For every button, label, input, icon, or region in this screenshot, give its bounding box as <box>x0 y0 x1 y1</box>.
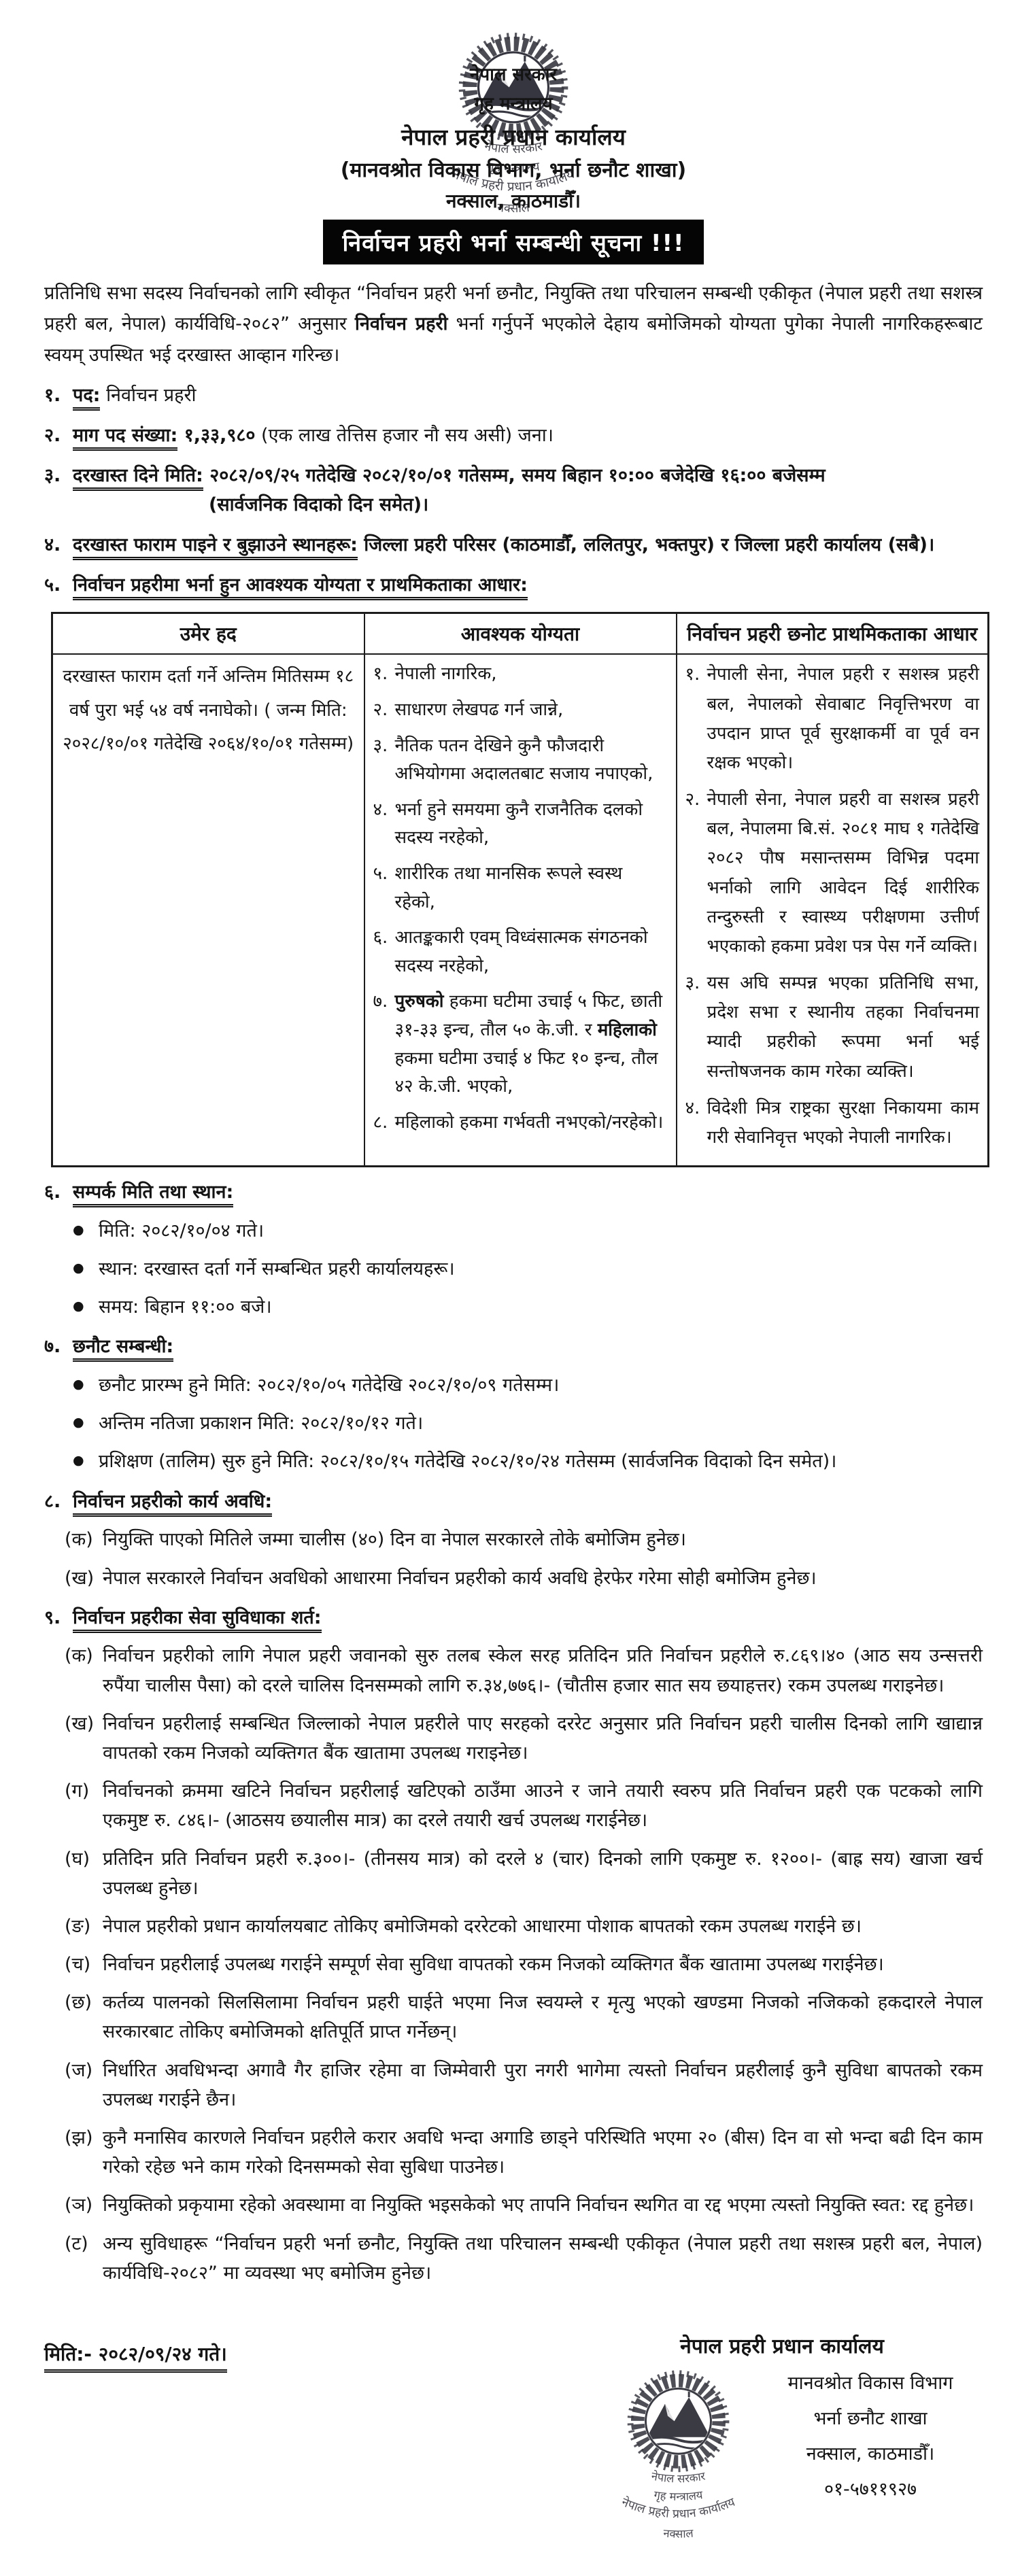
table-header-row <box>52 613 989 655</box>
government-name: नेपाल सरकार <box>469 65 558 85</box>
list-item: ● स्थान: दरखास्त दर्ता गर्ने सम्बन्धित प्रहरी कार्यालयहरू। <box>44 1254 983 1284</box>
item-text: निर्वाचन प्रहरी <box>100 385 197 407</box>
item-number: ५. <box>44 574 61 596</box>
item-number: ३. <box>44 464 61 486</box>
column-header-priority: निर्वाचन प्रहरी छनोट प्राथमिकताका आधार <box>677 613 989 655</box>
item-number: ६. <box>44 1181 61 1203</box>
footer-office-details <box>755 2369 986 2501</box>
list-item: (छ) कर्तव्य पालनको सिलसिलामा निर्वाचन प्रहरी घाईते भएमा निज स्वयम्ले र मृत्यु भएको खण्डमा निजको नजिकको हकदारले नेपाल सरकारबाट तोकिए बमोजिमको क्षतिपूर्ति प्राप्त गर्नेछन्। <box>65 1992 983 2043</box>
list-item: १. नेपाली नागरिक, <box>373 664 497 685</box>
bullet-icon: ● <box>73 1260 84 1275</box>
item-label: निर्वाचन प्रहरीमा भर्ना हुन आवश्यक योग्यता र प्राथमिकताका आधार: <box>73 574 528 600</box>
department-name: (मानवश्रोत विकास विभाग, भर्ना छनौट शाखा) <box>340 158 687 183</box>
list-item: (च) निर्वाचन प्रहरीलाई उपलब्ध गराईने सम्पूर्ण सेवा सुविधा वापतको रकम निजको व्यक्तिगत बैंक खातामा उपलब्ध गराईनेछ। <box>65 1954 884 1976</box>
item-label: निर्वाचन प्रहरीको कार्य अवधि: <box>73 1491 272 1517</box>
list-item: ● छनौट प्रारम्भ हुने मिति: २०८२/१०/०५ गतेदेखि २०८२/१०/०९ गतेसम्म। <box>44 1371 983 1400</box>
bullet-icon: ● <box>73 1222 84 1237</box>
item-contact <box>44 1178 983 1207</box>
footer-phone: ०१-५७११९२७ <box>823 2478 917 2500</box>
item-number: १. <box>44 385 61 407</box>
list-item: (ज) निर्धारित अवधिभन्दा अगावै गैर हाजिर रहेमा वा जिम्मेवारी पुरा नगरी भागेमा त्यस्तो निर्वाचन प्रहरीलाई कुनै सुविधा बापतको रकम उपलब्ध गराईने छैन। <box>65 2059 983 2110</box>
list-item: २. नेपाली सेना, नेपाल प्रहरी वा सशस्त्र प्रहरी बल, नेपालमा बि.सं. २०८१ माघ १ गतेदेखि २०८२ पौष मसान्तसम्म विभिन्न पदमा भर्नाको लागि आवेदन दिई शारीरिक तन्दुरुस्ती र स्वास्थ्य परीक्षणमा उत्तीर्ण भएकाको हकमा प्रवेश पत्र पेस गर्ने व्यक्ति। <box>685 789 979 957</box>
list-item: (ट) अन्य सुविधाहरू “निर्वाचन प्रहरी भर्ना छनौट, नियुक्ति तथा परिचालन सम्बन्धी एकीकृत (नेपाल प्रहरी तथा सशस्त्र प्रहरी बल, नेपाल) कार्यविधि-२०८२” मा व्यवस्था भए बमोजिम हुनेछ। <box>65 2233 983 2284</box>
list-item: १. नेपाली सेना, नेपाल प्रहरी र सशस्त्र प्रहरी बल, नेपालको सेवाबाट निवृत्तिभरण वा उपदान प्राप्त पूर्व सुरक्षाकर्मी वा पूर्व वन रक्षक भएको। <box>685 664 979 773</box>
item-label: पद: <box>73 385 100 411</box>
item-vacancies <box>44 421 983 451</box>
item-label: माग पद संख्या: <box>73 425 177 451</box>
item-text: (एक लाख तेत्तिस हजार नौ सय असी) जना। <box>255 424 554 446</box>
list-item: (ग) निर्वाचनको क्रममा खटिने निर्वाचन प्रहरीलाई खटिएको ठाउँमा आउने र जाने तयारी स्वरुप प्रति निर्वाचन प्रहरी एक पटकको लागि एकमुष्ट रु. ८४६।- (आठसय छयालीस मात्र) का दरले तयारी खर्च उपलब्ध गराईनेछ। <box>65 1781 983 1832</box>
item-number: ८. <box>44 1490 61 1512</box>
list-item: ७. पुरुषको हकमा घटीमा उचाई ५ फिट, छाती ३१-३३ इन्च, तौल ५० के.जी. र महिलाको हकमा घटीमा उचाई ४ फिट १० इन्च, तौल ४२ के.जी. भएको, <box>373 991 663 1097</box>
nepal-police-seal-icon <box>598 2363 758 2562</box>
notice-title-banner <box>323 220 703 264</box>
list-item: (झ) कुनै मनासिव कारणले निर्वाचन प्रहरीले करार अवधि भन्दा अगाडि छाड्ने परिस्थिति भएमा २० (बीस) दिन वा सो भन्दा बढी दिन काम गरेको रहेछ भने काम गरेको दिनसम्मको सेवा सुबिधा पाउनेछ। <box>65 2127 983 2178</box>
bullet-icon: ● <box>73 1299 84 1314</box>
application-date-note: (सार्वजनिक विदाको दिन समेत)। <box>209 494 429 516</box>
item-number: २. <box>44 424 61 446</box>
list-item: (ख) नेपाल सरकारले निर्वाचन अवधिको आधारमा निर्वाचन प्रहरीको कार्य अवधि हेरफेर गरेमा सोही बमोजिम हुनेछ। <box>65 1567 817 1589</box>
column-header-qualification: आवश्यक योग्यता <box>364 613 677 655</box>
list-item: (क) नियुक्ति पाएको मितिले जम्मा चालीस (४०) दिन वा नेपाल सरकारले तोके बमोजिम हुनेछ। <box>65 1529 687 1551</box>
list-item: (क) निर्वाचन प्रहरीको लागि नेपाल प्रहरी जवानको सुरु तलब स्केल सरह प्रतिदिन प्रति निर्वाचन प्रहरीले रु.८६९।४० (आठ सय उन्सत्तरी रुपैंया चालीस पैसा) को दरले चालिस दिनसम्मको लागि रु.३४,७७६।- (चौतीस हजार सात सय छयाहत्तर) रकम उपलब्ध गराइनेछ। <box>65 1645 983 1696</box>
footer-office-name: नेपाल प्रहरी प्रधान कार्यालय <box>680 2334 884 2358</box>
vacancy-count: १,३३,९८० <box>177 424 256 446</box>
list-item: (ङ) नेपाल प्रहरीको प्रधान कार्यालयबाट तोकिए बमोजिमको दररेटको आधारमा पोशाक बापतको रकम उपलब्ध गराईने छ। <box>65 1915 862 1937</box>
column-header-age: उमेर हद <box>52 613 364 655</box>
list-item: ● प्रशिक्षण (तालिम) सुरु हुने मिति: २०८२/१०/१५ गतेदेखि २०८२/१०/२४ गतेसम्म (सार्वजनिक विदाको दिन समेत)। <box>44 1447 983 1476</box>
footer-address: नक्साल, काठमाडौँ। <box>806 2443 935 2465</box>
office-address: नक्साल, काठमाडौँ। <box>445 189 581 212</box>
item-number: ९. <box>44 1607 61 1628</box>
list-item: ३. यस अघि सम्पन्न भएका प्रतिनिधि सभा, प्रदेश सभा र स्थानीय तहका निर्वाचनमा म्यादी प्रहरीको रूपमा भर्ना भई सन्तोषजनक काम गरेका व्यक्ति। <box>685 973 979 1082</box>
list-item: ● समय: बिहान ११:०० बजे। <box>44 1292 983 1322</box>
item-label: सम्पर्क मिति तथा स्थान: <box>73 1182 233 1207</box>
list-item: (ञ) नियुक्तिको प्रकृयामा रहेको अवस्थामा वा नियुक्ति भइसकेको भए तापनि निर्वाचन स्थगित वा रद्द भएमा त्यस्तो नियुक्ति स्वत: रद्द हुनेछ। <box>65 2195 974 2216</box>
intro-part-1: प्रतिनिधि सभा सदस्य निर्वाचनको लागि स्वीकृत “निर्वाचन प्रहरी भर्ना छनौट, नियुक्ति तथा परिचालन सम्बन्धी एकीकृत (नेपाल प्रहरी तथा सशस्त्र प्रहरी बल, नेपाल) कार्यविधि-२०८२” अनुसार <box>44 283 983 335</box>
application-date-range: २०८२/०९/२५ गतेदेखि २०८२/१०/०१ गतेसम्म, समय बिहान १०:०० बजेदेखि १६:०० बजेसम्म <box>203 464 826 486</box>
document-footer <box>0 2331 1020 2576</box>
eligibility-table <box>51 612 989 1167</box>
table-row <box>52 654 989 1166</box>
item-application-dates <box>44 461 983 520</box>
ministry-name: गृह मन्त्रालय <box>474 93 553 114</box>
item-label: दरखास्त फाराम पाइने र बुझाउने स्थानहरू: <box>73 534 358 560</box>
office-name: नेपाल प्रहरी प्रधान कार्यालय <box>401 124 626 150</box>
item-selection <box>44 1332 983 1362</box>
item-eligibility-heading <box>44 570 983 600</box>
list-item: ४. विदेशी मित्र राष्ट्रका सुरक्षा निकायमा काम गरी सेवानिवृत्त भएको नेपाली नागरिक। <box>685 1097 979 1148</box>
item-label: निर्वाचन प्रहरीका सेवा सुविधाका शर्त: <box>73 1607 322 1633</box>
bullet-icon: ● <box>73 1415 84 1430</box>
intro-part-bold: निर्वाचन प्रहरी <box>354 313 448 335</box>
list-item: (घ) प्रतिदिन प्रति निर्वाचन प्रहरी रु.३००।- (तीनसय मात्र) को दरले ४ (चार) दिनको लागि एकमुष्ट रु. १२००।- (बाह्र सय) खाजा खर्च उपलब्ध हुनेछ। <box>65 1848 983 1899</box>
footer-department: मानवश्रोत विकास विभाग <box>787 2372 953 2394</box>
item-service-terms <box>44 1603 983 1633</box>
intro-paragraph <box>44 278 983 371</box>
age-limit-cell: दरखास्त फाराम दर्ता गर्ने अन्तिम मितिसम्म १८ वर्ष पुरा भई ५४ वर्ष ननाघेको। ( जन्म मिति: २०२८/१०/०१ गतेदेखि २०६४/१०/०१ गतेसम्म) <box>52 654 364 1166</box>
item-label: छनौट सम्बन्धी: <box>73 1336 173 1362</box>
letterhead <box>44 0 983 212</box>
form-locations-text: जिल्ला प्रहरी परिसर (काठमाडौँ, ललितपुर, भक्तपुर) र जिल्ला प्रहरी कार्यालय (सबै)। <box>357 534 935 556</box>
item-form-locations <box>44 530 983 560</box>
list-item: ३. नैतिक पतन देखिने कुनै फौजदारी अभियोगमा अदालतबाट सजाय नपाएको, <box>373 735 653 785</box>
intro-part-3: भर्ना गर्नुपर्ने भएकोले देहाय बमोजिमको योग्यता पुगेका नेपाली नागरिकहरूबाट स्वयम् उपस्थित भई दरखास्त आव्हान गरिन्छ। <box>44 313 983 366</box>
list-item: ● मिति: २०८२/१०/०४ गते। <box>44 1216 983 1246</box>
list-item: ● अन्तिम नतिजा प्रकाशन मिति: २०८२/१०/१२ गते। <box>44 1409 983 1438</box>
item-number: ४. <box>44 534 61 556</box>
list-item: ५. शारीरिक तथा मानसिक रूपले स्वस्थ रहेको, <box>373 863 623 912</box>
qualification-cell <box>364 654 677 1166</box>
list-item: ८. महिलाको हकमा गर्भवती नभएको/नरहेको। <box>373 1112 664 1133</box>
priority-cell <box>677 654 989 1166</box>
footer-branch: भर्ना छनौट शाखा <box>813 2407 928 2429</box>
item-work-period <box>44 1487 983 1517</box>
list-item: ४. भर्ना हुने समयमा कुनै राजनैतिक दलको सदस्य नरहेको, <box>373 799 643 848</box>
bullet-icon: ● <box>73 1377 84 1392</box>
bullet-icon: ● <box>73 1453 84 1469</box>
item-post <box>44 381 983 411</box>
list-item: ६. आतङ्ककारी एवम् विध्वंसात्मक संगठनको सदस्य नरहेको, <box>373 927 648 976</box>
item-label: दरखास्त दिने मिति: <box>73 465 203 491</box>
signature-block <box>564 2331 1000 2576</box>
notice-title: निर्वाचन प्रहरी भर्ना सम्बन्धी सूचना !!! <box>342 230 685 257</box>
list-item: २. साधारण लेखपढ गर्न जान्ने, <box>373 700 564 721</box>
item-number: ७. <box>44 1336 61 1358</box>
issue-date: मिति:- २०८२/०९/२४ गते। <box>44 2341 227 2373</box>
list-item: (ख) निर्वाचन प्रहरीलाई सम्बन्धित जिल्लाको नेपाल प्रहरीले पाए सरहको दररेट अनुसार प्रति निर्वाचन प्रहरी चालीस दिनको लागि खाद्यान्न वापतको रकम निजको व्यक्तिगत बैंक खातामा उपलब्ध गराइनेछ। <box>65 1713 983 1764</box>
